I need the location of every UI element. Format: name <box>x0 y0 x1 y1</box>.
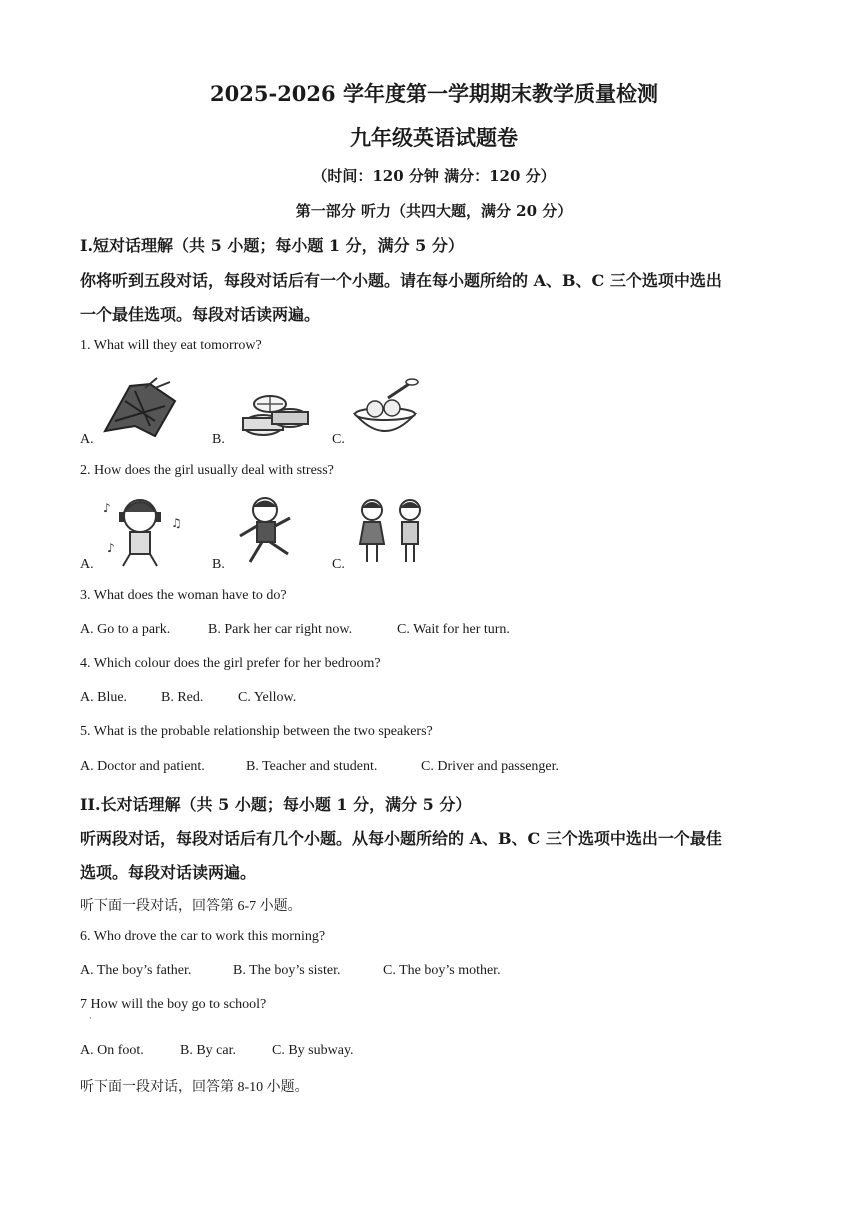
section2-instruction-line1: 听两段对话，每段对话后有几个小题。从每小题所给的 A、B、C 三个选项中选出一个最佳 <box>80 829 722 848</box>
q6-option-c: C. The boy’s mother. <box>383 963 501 978</box>
svg-text:♪: ♪ <box>103 501 111 515</box>
q5-option-a: A. Doctor and patient. <box>80 759 205 774</box>
section1-heading: I.短对话理解（共 5 小题；每小题 1 分，满分 5 分） <box>80 236 464 255</box>
q1-option-c-label: C. <box>332 432 345 447</box>
listen-instruction-6-7: 听下面一段对话，回答第 6-7 小题。 <box>80 899 302 914</box>
q2-option-a-label: A. <box>80 557 94 572</box>
q4-option-b: B. Red. <box>161 690 204 705</box>
exam-title: 2025-2026 学年度第一学期期末教学质量检测 <box>210 81 658 106</box>
q4-option-a: A. Blue. <box>80 690 128 705</box>
q4-option-c: C. Yellow. <box>238 690 297 705</box>
q2-option-c-label: C. <box>332 557 345 572</box>
listen-instruction-8-10: 听下面一段对话，回答第 8-10 小题。 <box>80 1080 309 1095</box>
q1-option-b-label: B. <box>212 432 225 447</box>
q7-option-c: C. By subway. <box>272 1043 354 1058</box>
stray-dot: · <box>89 1014 92 1023</box>
question-6: 6. Who drove the car to work this morning? <box>80 929 326 944</box>
q5-option-c: C. Driver and passenger. <box>421 759 560 774</box>
q3-option-c: C. Wait for her turn. <box>397 622 510 637</box>
girl-listening-music-picture <box>95 492 185 568</box>
part-title: 第一部分 听力（共四大题，满分 20 分） <box>295 202 573 220</box>
section2-instruction-line2: 选项。每段对话读两遍。 <box>80 863 257 882</box>
tangyuan-bowl-picture <box>350 376 420 441</box>
mooncakes-picture <box>235 390 315 445</box>
question-2: 2. How does the girl usually deal with stress? <box>80 463 334 478</box>
girl-running-picture <box>230 492 300 568</box>
question-1: 1. What will they eat tomorrow? <box>80 338 262 353</box>
girls-talking-picture <box>350 492 435 568</box>
question-3: 3. What does the woman have to do? <box>80 588 287 603</box>
svg-text:♪: ♪ <box>107 541 115 555</box>
question-7: 7 How will the boy go to school? <box>80 997 267 1012</box>
q6-option-b: B. The boy’s sister. <box>233 963 341 978</box>
time-info: （时间：120 分钟 满分：120 分） <box>312 167 556 185</box>
question-5: 5. What is the probable relationship between the two speakers? <box>80 724 433 739</box>
zongzi-picture <box>95 376 185 446</box>
q7-option-a: A. On foot. <box>80 1043 144 1058</box>
section1-instruction-line2: 一个最佳选项。每段对话读两遍。 <box>80 305 321 324</box>
q3-option-b: B. Park her car right now. <box>208 622 353 637</box>
section1-instruction-line1: 你将听到五段对话，每段对话后有一个小题。请在每小题所给的 A、B、C 三个选项中选出 <box>80 271 722 290</box>
q3-option-a: A. Go to a park. <box>80 622 171 637</box>
svg-text:♫: ♫ <box>171 516 182 530</box>
q1-option-a-label: A. <box>80 432 94 447</box>
q7-option-b: B. By car. <box>180 1043 236 1058</box>
q5-option-b: B. Teacher and student. <box>246 759 378 774</box>
question-4: 4. Which colour does the girl prefer for her bedroom? <box>80 656 381 671</box>
q6-option-a: A. The boy’s father. <box>80 963 192 978</box>
exam-subtitle: 九年级英语试题卷 <box>350 125 518 150</box>
section2-heading: II.长对话理解（共 5 小题；每小题 1 分，满分 5 分） <box>80 795 472 814</box>
q2-option-b-label: B. <box>212 557 225 572</box>
